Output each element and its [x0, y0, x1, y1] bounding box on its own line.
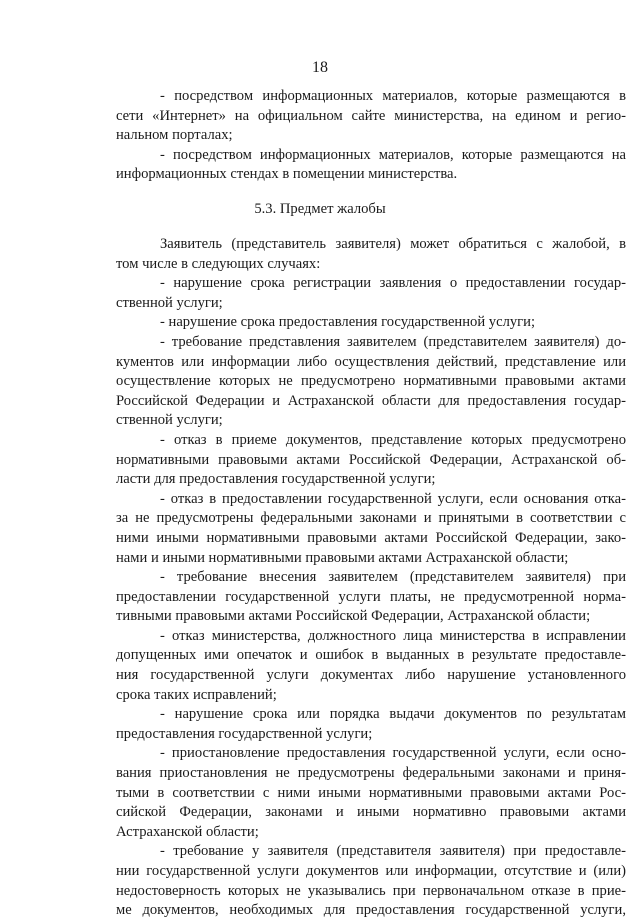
text-line: нии государственной услуги документов или информации, отсутствие и (или): [116, 863, 626, 879]
text-line: - требование у заявителя (представителя заявителя) при предоставле-: [160, 843, 626, 860]
text-line: - нарушение срока или порядка выдачи документов по результатам: [160, 706, 626, 723]
text-line: сийской Федерации, законами и иными нормативно правовыми актами: [116, 804, 626, 821]
text-line: тивными правовыми актами Российской Федерации, Астраханской области;: [116, 608, 591, 625]
text-line: кументов или информации либо осуществления действий, представление или: [116, 353, 626, 370]
text-line: недостоверность которых не указывались при первоначальном отказе в прие-: [116, 882, 626, 899]
text-line: Заявитель (представитель заявителя) может обратиться с жалобой, в: [160, 236, 626, 252]
text-line: Российской Федерации и Астраханской области для предоставления государ-: [116, 392, 626, 409]
section-body-text: [116, 235, 626, 921]
page-number: 18: [312, 59, 328, 76]
text-line: - отказ министерства, должностного лица министерства в исправлении: [160, 627, 626, 644]
text-line: информационных стендах в помещении министерства.: [116, 166, 458, 183]
text-line: ними иными нормативными правовыми актами Российской Федерации, зако-: [116, 529, 626, 546]
text-line: - отказ в предоставлении государственной услуги, если основания отка-: [160, 490, 626, 507]
text-line: нормативными правовыми актами Российской Федерации, Астраханской об-: [116, 451, 626, 468]
text-line: предоставления государственной услуги;: [116, 725, 373, 742]
text-line: - отказ в приеме документов, представление которых предусмотрено: [160, 431, 626, 448]
text-line: нальном порталах;: [116, 127, 233, 144]
text-line: осуществление которых не предусмотрено нормативными правовыми актами: [116, 373, 626, 390]
text-line: ственной услуги;: [116, 294, 223, 311]
text-line: ния государственной услуги документах либо нарушение установленного: [116, 667, 626, 684]
text-line: - нарушение срока регистрации заявления о предоставлении государ-: [160, 275, 626, 292]
text-line: тыми в соответствии с ними иными нормативными правовыми актами Рос-: [116, 784, 626, 801]
text-line: ственной услуги;: [116, 412, 223, 429]
text-line: срока таких исправлений;: [116, 686, 277, 703]
section-heading: 5.3. Предмет жалобы: [254, 201, 386, 217]
text-line: нами и иными нормативными правовыми актами Астраханской области;: [116, 549, 569, 566]
intro-text-block: [116, 87, 626, 185]
text-line: - приостановление предоставления государственной услуги, если осно-: [160, 745, 626, 762]
text-line: - нарушение срока предоставления государственной услуги;: [160, 314, 536, 331]
text-line: - посредством информационных материалов, которые размещаются в: [160, 88, 626, 104]
text-line: допущенных ими опечаток и ошибок в выданных в результате предоставле-: [116, 647, 626, 664]
text-line: том числе в следующих случаях:: [116, 255, 321, 272]
text-line: ме документов, необходимых для предоставления государственной услуги,: [116, 902, 626, 919]
text-line: - посредством информационных материалов, которые размещаются на: [160, 146, 626, 163]
text-line: ласти для предоставления государственной услуги;: [116, 471, 436, 488]
text-line: - требование внесения заявителем (представителем заявителя) при: [160, 569, 626, 586]
text-line: сети «Интернет» на официальном сайте министерства, на едином и регио-: [116, 107, 626, 124]
text-line: Астраханской области;: [116, 823, 259, 840]
text-line: за не предусмотрены федеральными законами и принятыми в соответствии с: [116, 510, 626, 527]
text-line: предоставлении государственной услуги платы, не предусмотренной норма-: [116, 588, 626, 605]
text-line: вания приостановления не предусмотрены федеральными законами и приня-: [116, 765, 626, 782]
text-line: - требование представления заявителем (представителем заявителя) до-: [160, 333, 626, 350]
